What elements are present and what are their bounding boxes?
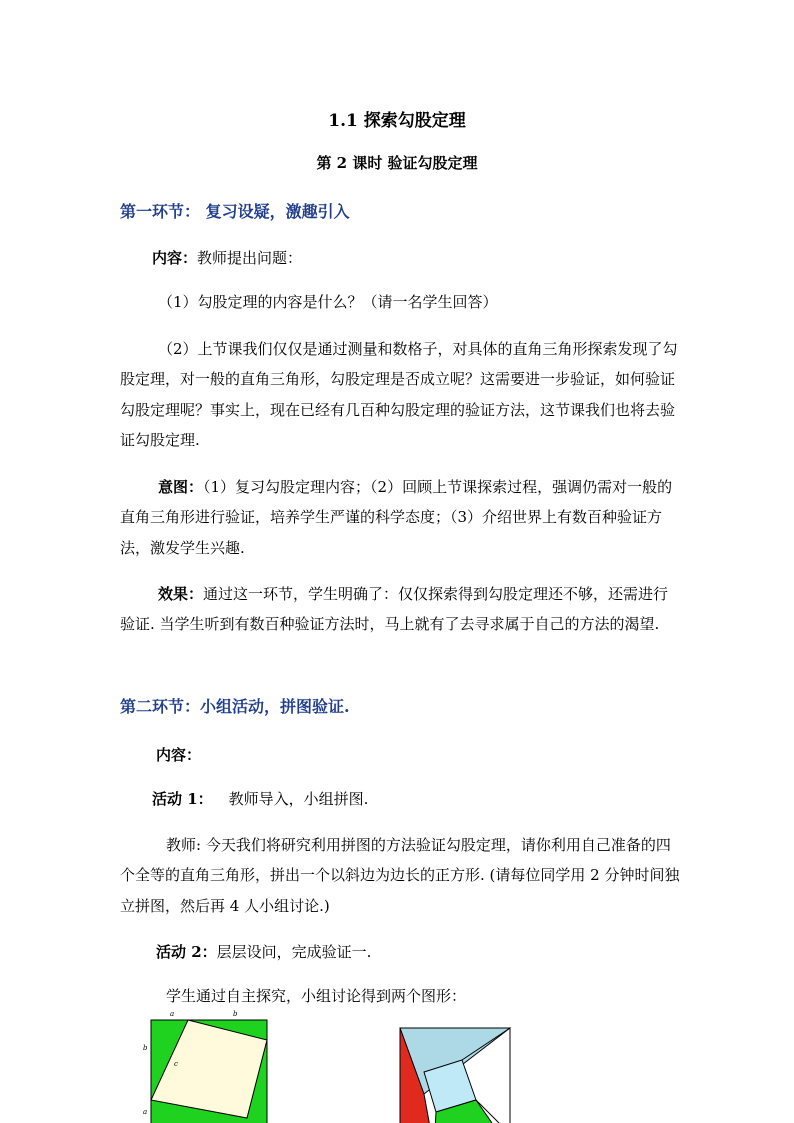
- activity1-label: 活动 1：: [152, 790, 213, 808]
- label-c: c: [174, 1060, 178, 1068]
- content-label: 内容：: [152, 249, 198, 267]
- label-a-left: a: [143, 1108, 148, 1116]
- activity-2: [156, 937, 371, 967]
- activity2-label: 活动 2：: [156, 943, 217, 961]
- label-b-left: b: [143, 1044, 148, 1052]
- intent-paragraph: [120, 472, 680, 563]
- intent-text: （1）复习勾股定理内容；（2）回顾上节课探索过程，强调仍需对一般的直角三角形进行验证，培养学生严谨的科学态度；（3）介绍世界上有数百种验证方法，激发学生兴趣.: [120, 478, 673, 557]
- figure-2: [396, 1024, 516, 1123]
- activity2-text: 层层设问，完成验证一.: [216, 943, 372, 961]
- label-b-top: b: [233, 1010, 238, 1018]
- question-1: （1）勾股定理的内容是什么？（请一名学生回答）: [158, 293, 498, 311]
- activity1-text: 教师导入，小组拼图.: [228, 790, 369, 808]
- content-text: 教师提出问题：: [197, 249, 303, 267]
- question-2: （2）上节课我们仅仅是通过测量和数格子，对具体的直角三角形探索发现了勾股定理，对一般的直角三角形，勾股定理是否成立呢？这需要进一步验证，如何验证勾股定理呢？事实上，现在已经有几百种勾股定理的验证方法，这节课我们也将去验证勾股定理.: [120, 340, 678, 449]
- figure-1: [138, 1008, 278, 1123]
- effect-label: 效果：: [158, 585, 204, 603]
- label-a-top: a: [170, 1010, 175, 1018]
- section2-content-label: 内容：: [156, 746, 202, 764]
- activity-1: [152, 784, 368, 814]
- page-title: 1.1 探索勾股定理: [328, 111, 466, 131]
- section1-content: [152, 243, 302, 273]
- section1-heading: 第一环节： 复习设疑，激趣引入: [120, 202, 350, 221]
- students-text: 学生通过自主探究，小组讨论得到两个图形：: [166, 987, 467, 1005]
- effect-paragraph: [120, 579, 680, 640]
- teacher-paragraph: 教师: 今天我们将研究利用拼图的方法验证勾股定理，请你利用自己准备的四个全等的直角三角形，拼出一个以斜边为边长的正方形. (请每位同学用 2 分钟时间独立拼图，然后再 4 人小组讨论.): [120, 836, 680, 915]
- page-subtitle: 第 2 课时 验证勾股定理: [316, 154, 478, 172]
- effect-text: 通过这一环节，学生明确了：仅仅探索得到勾股定理还不够，还需进行验证. 当学生听到有数百种验证方法时，马上就有了去寻求属于自己的方法的渴望.: [120, 585, 669, 634]
- section2-heading: 第二环节：小组活动，拼图验证.: [120, 697, 350, 716]
- intent-label: 意图：: [158, 478, 204, 496]
